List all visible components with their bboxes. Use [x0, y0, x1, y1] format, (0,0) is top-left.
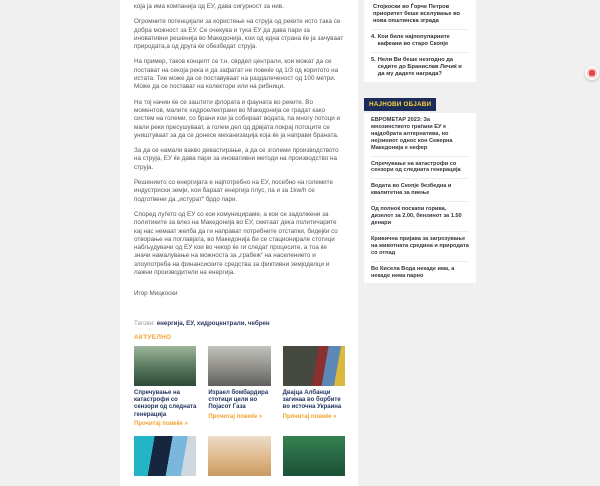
article-paragraph: Огромните потенцијали за користење на струја од реките исто така се добра можност за ЕУ. Се очекува и тука ЕУ да дава пари за иновативни решенија во Македонија, кои од една страна ќе ја зачуваат природата,а од друга ќе обезбедат струја.: [134, 18, 344, 51]
article-paragraph: која ја има компанија од ЕУ, дава сигурност за нив.: [134, 3, 284, 10]
article-paragraph: За да се намали вакво девастирање, а да се зголеми производството на струја, ЕУ ќе дава пари за иновативни методи на производство на струја.: [134, 147, 339, 171]
aktuelno-section-title: АКТУЕЛНО: [134, 333, 172, 341]
read-more-link[interactable]: Прочитај повеќе »: [134, 421, 188, 428]
tags-links[interactable]: енергија, ЕУ, хидроцентрали, чебрен: [156, 319, 270, 327]
related-article-card: [134, 346, 196, 428]
popular-post-number: 4.: [371, 34, 376, 40]
related-article-card: [208, 436, 270, 476]
floating-notification-button[interactable]: [585, 66, 599, 80]
popular-post-item[interactable]: [371, 53, 469, 82]
latest-post-item[interactable]: Водата во Скопје безбедна и квалитетна за пиење: [371, 179, 469, 202]
article-column: [120, 0, 358, 486]
sidebar: [364, 0, 476, 283]
related-article-card: [283, 346, 345, 428]
record-dot-icon: [589, 70, 595, 76]
article-paragraph: На тој начин ќе се заштити флората и фауната во реките. Во моментов, малите хидроелектрани во Македонија се градат како систем на големи, со брани кои ја собираат водата, па многу потоци и мали реки пресушуваат, а голем дел од дрвјата покрај потоците се уништуваат за да се донесе механизација која ќе ја направи браната.: [134, 98, 341, 139]
article-paragraph: Според луѓето од ЕУ со кои комуницираме, а кои се задолжени за политиките за влез на Македонија во ЕУ, сметаат дека политичарите кај нас немаат желба да ги направат потребните отстапки, бидејќи со отворање на поглавјата, во Македонија би се стационирале стотици набљудувачи од ЕУ кои во чекор ќе ги следат процесите, а тоа ќе значи намалување на можноста за „грабеж“ на населението и злоупотреба на финансиските средства за фиктивни земјоделци и лажни производители на енергија.: [134, 210, 338, 277]
popular-post-number: 5.: [371, 57, 376, 63]
related-article-card: [283, 436, 345, 476]
article-paragraph: На пример, таков концепт се т.н. сврдел централи, кои можат да се постават на секоја река и да зафатат не повеќе од 1/3 од коритото на истата. Тие може да се поставуваат на раздалеченост од 100 метри. Може да се постават на колектори или на рибници.: [134, 58, 339, 91]
latest-post-item[interactable]: ЕВРОМЕТАР 2023: За мнозинството граѓани ЕУ е најдобрата алтернатива, но нејзиниот однос кон Северна Македонија е нефер: [371, 113, 469, 157]
related-article-title[interactable]: Израел бомбардира стотици цели во Појасот Газа: [208, 389, 269, 411]
article-thumbnail-euro-banknotes[interactable]: [208, 436, 270, 476]
article-thumbnail-green-bridge[interactable]: [134, 346, 196, 386]
tags-label: Тагови:: [134, 319, 155, 327]
popular-post-text: Кои биле најпопуларните кафеани во старо Скопје: [377, 34, 450, 47]
popular-post-item[interactable]: [371, 30, 469, 53]
related-article-title[interactable]: Двајца Албанци загинаа во борбите во источна Украина: [282, 389, 342, 411]
article-thumbnail-casino-roulette[interactable]: [283, 436, 345, 476]
article-thumbnail-soldiers[interactable]: [283, 346, 345, 386]
related-articles-grid-row2: [134, 436, 345, 476]
related-article-card: [208, 346, 270, 428]
latest-posts-card: [364, 113, 476, 283]
related-article-title[interactable]: Спречување на катастрофи со сензори од следната генерација: [134, 389, 197, 418]
article-paragraph: Решението со енергијата е најпотребно на ЕУ, посебно на големите индустриски земји, кои бараат енергија плус, па и за 1kw/h се подготвени да „истурат“ брдо пари.: [134, 179, 333, 203]
latest-post-item[interactable]: Од полноќ поскапи горива, дизелот за 2.00, бензинот за 1.50 денари: [371, 202, 469, 232]
latest-post-item[interactable]: Кривична пријава за загрозување на животната средина и природата со отпад: [371, 232, 469, 262]
related-article-card: [134, 436, 196, 476]
popular-post-text: Стојкоски во Ѓорче Петров приоритет беше вселување во нова општинска зграда: [373, 4, 461, 24]
popular-posts-card: [364, 0, 476, 82]
popular-post-text: Нели Ви беше незгодно да седите до Бранислав Лечиќ и да му дадете награда?: [377, 57, 462, 77]
article-thumbnail-rubble[interactable]: [208, 346, 270, 386]
article-thumbnail-bank-cards[interactable]: [134, 436, 196, 476]
latest-post-item[interactable]: Спречување на катастрофи со сензори од следната генерација: [371, 157, 469, 180]
related-articles-grid: [134, 346, 345, 428]
tags-row: [134, 320, 345, 327]
latest-post-item[interactable]: Во Кисела Вода некаде има, а некаде нема парно: [371, 265, 455, 279]
read-more-link[interactable]: Прочитај повеќе »: [208, 413, 263, 420]
popular-post-item[interactable]: [371, 0, 469, 30]
latest-posts-header: НАЈНОВИ ОБЈАВИ: [364, 98, 436, 111]
read-more-link[interactable]: Прочитај повеќе »: [282, 413, 337, 420]
article-author: Игор Мицкоски: [134, 290, 178, 298]
article-body: [134, 3, 345, 277]
